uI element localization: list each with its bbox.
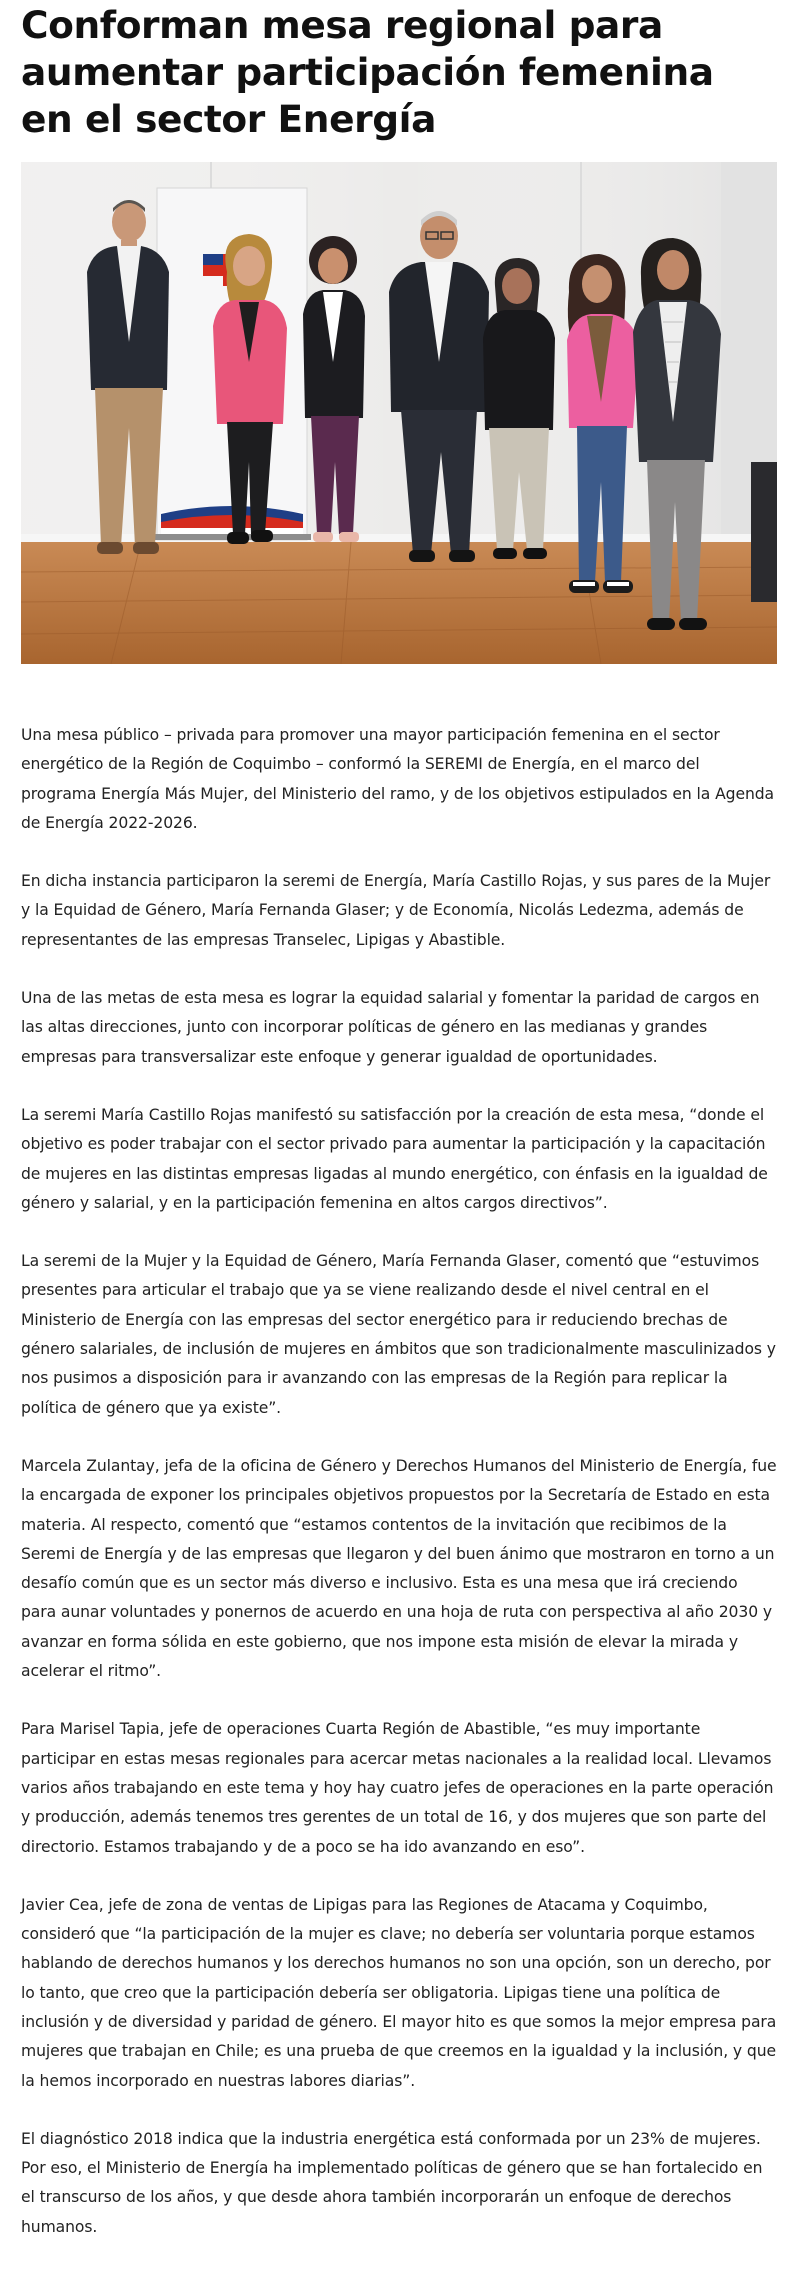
article-photo	[21, 162, 777, 664]
article-paragraph: La seremi de la Mujer y la Equidad de Género, María Fernanda Glaser, comentó que “estuvimos presentes para articular el trabajo que ya se viene realizando desde el nivel central en el Ministerio de Energía con las empresas del sector energético para ir reduciendo brechas de género salariales, de inclusión de mujeres en ámbitos que son tradicionalmente masculinizados y nos pusimos a disposición para ir avanzando con las empresas de la Región para replicar la política de género que ya existe”.	[21, 1252, 776, 1417]
article-paragraph: Para Marisel Tapia, jefe de operaciones Cuarta Región de Abastible, “es muy importante participar en estas mesas regionales para acercar metas nacionales a la realidad local. Llevamos varios años trabajando en este tema y hoy hay cuatro jefes de operaciones en la parte operación y producción, además tenemos tres gerentes de un total de 16, y dos mujeres que son parte del directorio. Estamos trabajando y de a poco se ha ido avanzando en eso”.	[21, 1720, 774, 1856]
article-paragraph: La seremi María Castillo Rojas manifestó su satisfacción por la creación de esta mesa, “donde el objetivo es poder trabajar con el sector privado para aumentar la participación y la capacitación de mujeres en las distintas empresas ligadas al mundo energético, con énfasis en la igualdad de género y salarial, y en la participación femenina en altos cargos directivos”.	[21, 1105, 768, 1212]
article-body	[21, 721, 777, 2271]
article-paragraph: En dicha instancia participaron la seremi de Energía, María Castillo Rojas, y sus pares de la Mujer y la Equidad de Género, María Fernanda Glaser; y de Economía, Nicolás Ledezma, además de representantes de las empresas Transelec, Lipigas y Abastible.	[21, 872, 771, 949]
article-paragraph: Javier Cea, jefe de zona de ventas de Lipigas para las Regiones de Atacama y Coquimbo, consideró que “la participación de la mujer es clave; no debería ser voluntaria porque estamos hablando de derechos humanos y los derechos humanos no son una opción, son un derecho, por lo tanto, que creo que la participación debería ser obligatoria. Lipigas tiene una política de inclusión y de diversidad y paridad de género. El mayor hito es que somos la mejor empresa para mujeres que trabajan en Chile; es una prueba de que creemos en la igualdad y la inclusión, y que la hemos incorporado en nuestras labores diarias”.	[21, 1895, 777, 2090]
group-photo-illustration	[21, 162, 777, 664]
article-paragraph: Una mesa público – privada para promover una mayor participación femenina en el sector energético de la Región de Coquimbo – conformó la SEREMI de Energía, en el marco del programa Energía Más Mujer, del Ministerio del ramo, y de los objetivos estipulados en la Agenda de Energía 2022-2026.	[21, 726, 774, 832]
article-paragraph: Marcela Zulantay, jefa de la oficina de Género y Derechos Humanos del Ministerio de Energía, fue la encargada de exponer los principales objetivos propuestos por la Secretaría de Estado en esta materia. Al respecto, comentó que “estamos contentos de la invitación que recibimos de la Seremi de Energía y de las empresas que llegaron y del buen ánimo que mostraron en torno a un desafío común que es un sector más diverso e inclusivo. Esta es una mesa que irá creciendo para aunar voluntades y ponernos de acuerdo en una hoja de ruta con perspectiva al año 2030 y avanzar en forma sólida en este gobierno, que nos impone esta misión de elevar la mirada y acelerar el ritmo”.	[21, 1456, 777, 1681]
article-title: Conforman mesa regional para aumentar participación femenina en el sector Energía	[21, 3, 714, 141]
article-paragraph: Una de las metas de esta mesa es lograr la equidad salarial y fomentar la paridad de cargos en las altas direcciones, junto con incorporar políticas de género en las medianas y grandes empresas para transversalizar este enfoque y generar igualdad de oportunidades.	[21, 989, 760, 1066]
article	[21, 0, 777, 2236]
article-paragraph: El diagnóstico 2018 indica que la industria energética está conformada por un 23% de mujeres. Por eso, el Ministerio de Energía ha implementado políticas de género que se han fortalecido en el transcurso de los años, y que desde ahora también incorporarán un enfoque de derechos humanos.	[21, 2129, 763, 2236]
